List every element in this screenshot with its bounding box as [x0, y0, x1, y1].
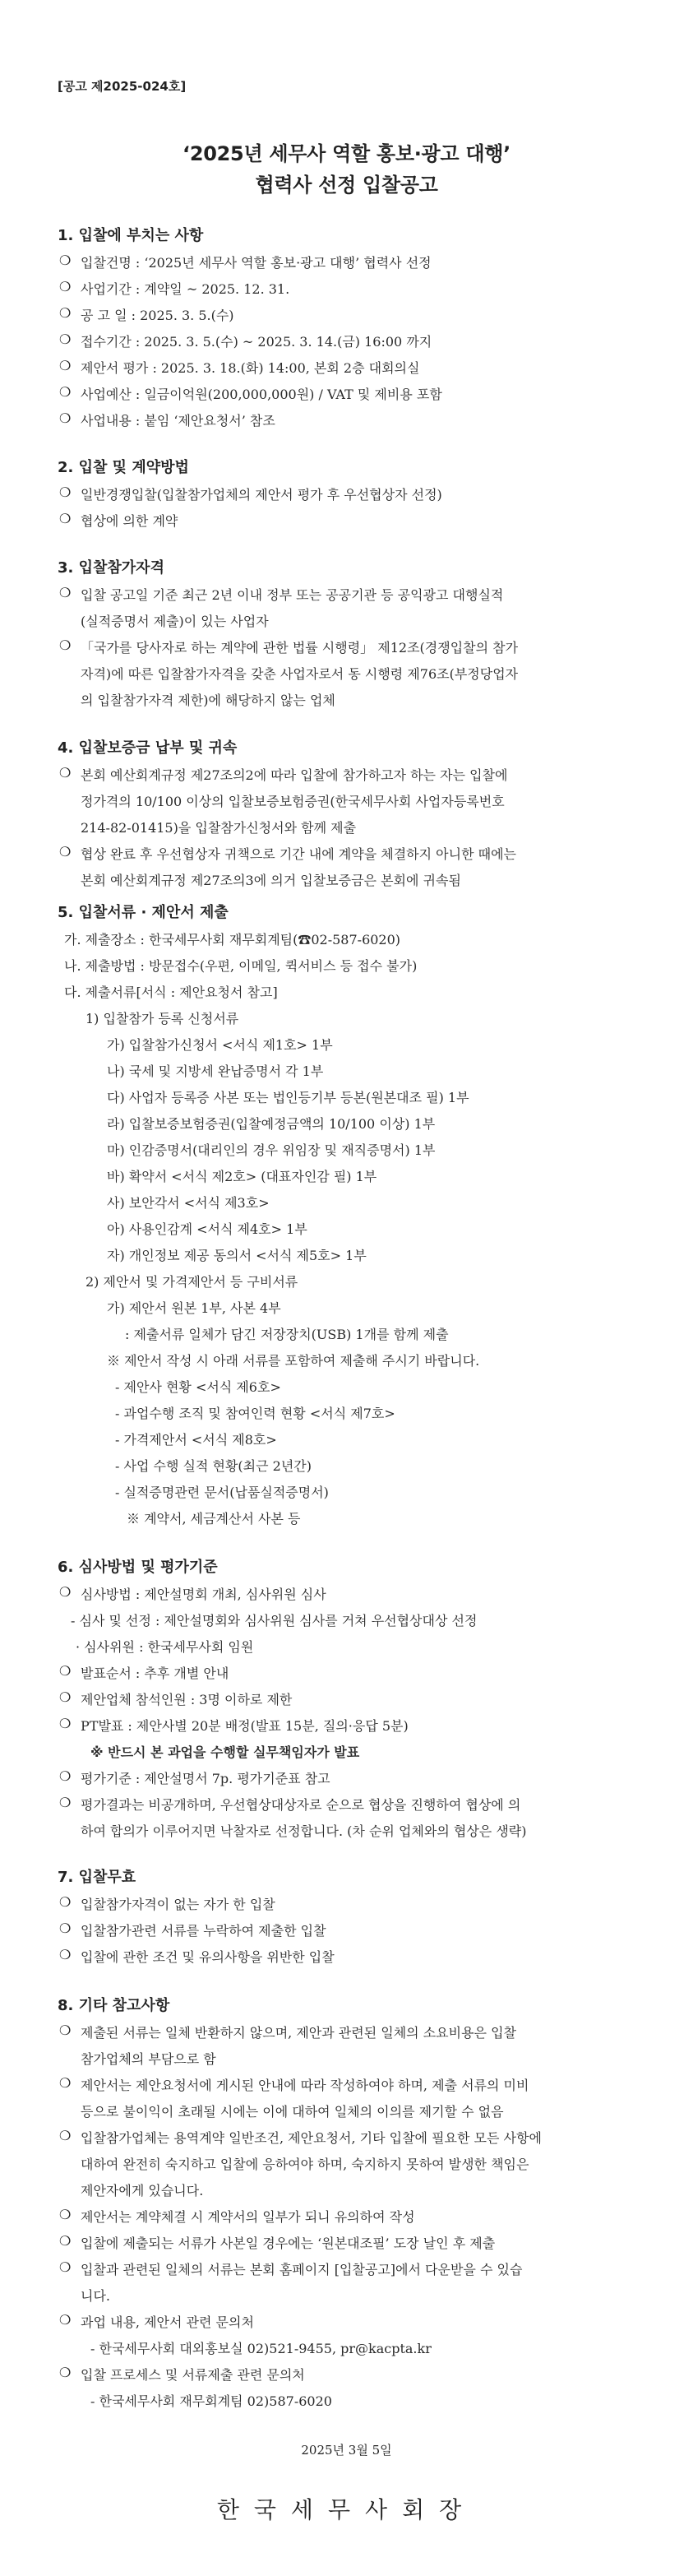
bullet-icon: ❍ [59, 765, 72, 781]
s5-line: - 과업수행 조직 및 참여인력 현황 <서식 제7호> [115, 1406, 395, 1421]
s8-line: 제안서는 계약체결 시 계약서의 일부가 되니 유의하여 작성 [81, 2209, 415, 2225]
s1-line: 사업예산 : 일금이억원(200,000,000원) / VAT 및 제비용 포함 [81, 387, 442, 402]
bullet-icon: ❍ [59, 384, 72, 400]
bullet-icon: ❍ [59, 1947, 72, 1962]
s8-line: 과업 내용, 제안서 관련 문의처 [81, 2314, 254, 2330]
section-3-heading: 3. 입찰참가자격 [58, 559, 164, 577]
s8-line: 입찰참가업체는 용역계약 일반조건, 제안요청서, 기타 입찰에 필요한 모든 사항에 [81, 2130, 542, 2146]
s5-line: - 제안사 현황 <서식 제6호> [115, 1379, 281, 1395]
s6-line: 발표순서 : 추후 개별 안내 [81, 1666, 229, 1681]
bullet-icon: ❍ [59, 1795, 72, 1810]
s3-line: 입찰 공고일 기준 최근 2년 이내 정부 또는 공공기관 등 공익광고 대행실적 [81, 587, 504, 603]
bullet-icon: ❍ [59, 2075, 72, 2091]
s5-line: 다) 사업자 등록증 사본 또는 법인등기부 등본(원본대조 필) 1부 [107, 1090, 469, 1105]
s1-line: 공 고 일 : 2025. 3. 5.(수) [81, 308, 234, 323]
notice-number: [공고 제2025-024호] [58, 79, 187, 94]
s8-line: 제안서는 제안요청서에 게시된 안내에 따라 작성하여야 하며, 제출 서류의 미비 [81, 2078, 529, 2093]
s8-line: 등으로 불이익이 초래될 시에는 이에 대하여 일체의 이의를 제기할 수 없음 [81, 2104, 504, 2120]
bullet-icon: ❍ [59, 253, 72, 268]
s6-line: ※ 반드시 본 과업을 수행할 실무책임자가 발표 [90, 1744, 360, 1760]
s4-line: 본회 예산회계규정 제27조의3에 의거 입찰보증금은 본회에 귀속됨 [81, 873, 461, 888]
s5-line: 가) 제안서 원본 1부, 사본 4부 [107, 1300, 281, 1316]
bullet-icon: ❍ [59, 1663, 72, 1679]
s2-line: 협상에 의한 계약 [81, 513, 178, 529]
notice-title-line2: 협력사 선정 입찰공고 [255, 174, 438, 197]
s5-line: - 실적증명관련 문서(납품실적증명서) [115, 1485, 329, 1500]
s5-line: ※ 제안서 작성 시 아래 서류를 포함하여 제출해 주시기 바랍니다. [107, 1353, 480, 1369]
s8-line: 입찰 프로세스 및 서류제출 관련 문의처 [81, 2367, 305, 2383]
bullet-icon: ❍ [59, 844, 72, 859]
bullet-icon: ❍ [59, 637, 72, 653]
s4-line: 214-82-01415)을 입찰참가신청서와 함께 제출 [81, 820, 357, 836]
s4-line: 협상 완료 후 우선협상자 귀책으로 기간 내에 계약을 체결하지 아니한 때에는 [81, 846, 516, 862]
s5-line: 바) 확약서 <서식 제2호> (대표자인감 필) 1부 [107, 1169, 377, 1184]
s5-line: ※ 계약서, 세금계산서 사본 등 [127, 1511, 301, 1527]
bullet-icon: ❍ [59, 305, 72, 321]
s8-line: 대하여 완전히 숙지하고 입찰에 응하여야 하며, 숙지하지 못하여 발생한 책임은 [81, 2157, 529, 2172]
bullet-icon: ❍ [59, 410, 72, 426]
s6-line: 제안업체 참석인원 : 3명 이하로 제한 [81, 1692, 293, 1707]
s6-line: - 심사 및 선정 : 제안설명회와 심사위원 심사를 거쳐 우선협상대상 선정 [71, 1613, 478, 1629]
s1-line: 입찰건명 : ‘2025년 세무사 역할 홍보·광고 대행’ 협력사 선정 [81, 255, 432, 271]
s5-line: : 제출서류 일체가 담긴 저장장치(USB) 1개를 함께 제출 [125, 1327, 449, 1342]
notice-date: 2025년 3월 5일 [301, 2443, 392, 2458]
s3-line: 의 입찰참가자격 제한)에 해당하지 않는 업체 [81, 693, 335, 708]
notice-title-line1: ‘2025년 세무사 역할 홍보·광고 대행’ [182, 142, 511, 165]
bullet-icon: ❍ [59, 1584, 72, 1600]
s5-line: 아) 사용인감계 <서식 제4호> 1부 [107, 1221, 307, 1237]
section-4-heading: 4. 입찰보증금 납부 및 귀속 [58, 739, 238, 757]
s5-line: 1) 입찰참가 등록 신청서류 [85, 1011, 239, 1026]
s5-line: 가) 입찰참가신청서 <서식 제1호> 1부 [107, 1037, 333, 1053]
s2-line: 일반경쟁입찰(입찰참가업체의 제안서 평가 후 우선협상자 선정) [81, 487, 442, 503]
s3-line: (실적증명서 제출)이 있는 사업자 [81, 614, 269, 629]
s6-line: 하여 합의가 이루어지면 낙찰자로 선정합니다. (차 순위 업체와의 협상은 생략) [81, 1823, 527, 1839]
s6-line: 평가기준 : 제안설명서 7p. 평가기준표 참고 [81, 1771, 330, 1786]
bullet-icon: ❍ [59, 1689, 72, 1705]
s5-line: - 가격제안서 <서식 제8호> [115, 1432, 277, 1448]
s7-line: 입찰참가관련 서류를 누락하여 제출한 입찰 [81, 1923, 326, 1939]
bullet-icon: ❍ [59, 331, 72, 347]
s5-line: 다. 제출서류[서식 : 제안요청서 참고] [64, 985, 278, 1000]
bullet-icon: ❍ [59, 585, 72, 600]
s4-line: 본회 예산회계규정 제27조의2에 따라 입찰에 참가하고자 하는 자는 입찰에 [81, 767, 508, 783]
bullet-icon: ❍ [59, 1768, 72, 1784]
s5-line: 나. 제출방법 : 방문접수(우편, 이메일, 퀵서비스 등 접수 불가) [64, 958, 418, 974]
section-6-heading: 6. 심사방법 및 평가기준 [58, 1559, 218, 1576]
s6-line: 심사방법 : 제안설명회 개최, 심사위원 심사 [81, 1587, 326, 1602]
s6-line: 평가결과는 비공개하며, 우선협상대상자로 순으로 협상을 진행하여 협상에 의 [81, 1797, 521, 1813]
s8-line: - 한국세무사회 재무회계팀 02)587-6020 [90, 2393, 332, 2409]
s1-line: 제안서 평가 : 2025. 3. 18.(화) 14:00, 본회 2층 대회의실 [81, 360, 420, 376]
section-1-heading: 1. 입찰에 부치는 사항 [58, 227, 204, 244]
s1-line: 접수기간 : 2025. 3. 5.(수) ~ 2025. 3. 14.(금) 16:00 까지 [81, 334, 432, 350]
s5-line: 자) 개인정보 제공 동의서 <서식 제5호> 1부 [107, 1248, 367, 1263]
bullet-icon: ❍ [59, 2022, 72, 2038]
section-7-heading: 7. 입찰무효 [58, 1869, 136, 1886]
s5-line: 라) 입찰보증보험증권(입찰예정금액의 10/100 이상) 1부 [107, 1116, 436, 1132]
bullet-icon: ❍ [59, 1894, 72, 1910]
s1-line: 사업기간 : 계약일 ~ 2025. 12. 31. [81, 281, 290, 297]
s6-line: PT발표 : 제안사별 20분 배정(발표 15분, 질의·응답 5분) [81, 1718, 409, 1734]
bullet-icon: ❍ [59, 484, 72, 500]
section-2-heading: 2. 입찰 및 계약방법 [58, 459, 189, 476]
s7-line: 입찰에 관한 조건 및 유의사항을 위반한 입찰 [81, 1949, 335, 1965]
bullet-icon: ❍ [59, 1920, 72, 1936]
s5-line: 마) 인감증명서(대리인의 경우 위임장 및 재직증명서) 1부 [107, 1142, 436, 1158]
s8-line: 니다. [81, 2288, 110, 2304]
bullet-icon: ❍ [59, 358, 72, 373]
bullet-icon: ❍ [59, 511, 72, 526]
s5-line: 가. 제출장소 : 한국세무사회 재무회계팀(☎02-587-6020) [64, 932, 401, 947]
s8-line: 입찰에 제출되는 서류가 사본일 경우에는 ‘원본대조필’ 도장 날인 후 제출 [81, 2235, 496, 2251]
s5-line: - 사업 수행 실적 현황(최근 2년간) [115, 1458, 312, 1474]
s5-line: 나) 국세 및 지방세 완납증명서 각 1부 [107, 1063, 324, 1079]
bullet-icon: ❍ [59, 2128, 72, 2143]
s4-line: 정가격의 10/100 이상의 입찰보증보험증권(한국세무사회 사업자등록번호 [81, 794, 505, 809]
s8-line: 제출된 서류는 일체 반환하지 않으며, 제안과 관련된 일체의 소요비용은 입찰 [81, 2025, 516, 2041]
bullet-icon: ❍ [59, 2312, 72, 2328]
section-8-heading: 8. 기타 참고사항 [58, 1997, 170, 2014]
bullet-icon: ❍ [59, 2207, 72, 2222]
signer-name: 한국세무사회장 [216, 2496, 477, 2523]
s6-line: · 심사위원 : 한국세무사회 임원 [76, 1639, 254, 1655]
s8-line: 참가업체의 부담으로 함 [81, 2051, 216, 2067]
bullet-icon: ❍ [59, 1716, 72, 1731]
s8-line: 입찰과 관련된 일체의 서류는 본회 홈페이지 [입찰공고]에서 다운받을 수 있습 [81, 2262, 523, 2277]
bullet-icon: ❍ [59, 2259, 72, 2275]
s3-line: 자격)에 따른 입찰참가자격을 갖춘 사업자로서 동 시행령 제76조(부정당업자 [81, 666, 519, 682]
s5-line: 2) 제안서 및 가격제안서 등 구비서류 [85, 1274, 298, 1290]
s5-line: 사) 보안각서 <서식 제3호> [107, 1195, 270, 1211]
s8-line: - 한국세무사회 대외홍보실 02)521-9455, pr@kacpta.kr [90, 2341, 432, 2356]
s3-line: 「국가를 당사자로 하는 계약에 관한 법률 시행령」 제12조(경쟁입찰의 참가 [81, 640, 519, 656]
s8-line: 제안자에게 있습니다. [81, 2183, 204, 2198]
s7-line: 입찰참가자격이 없는 자가 한 입찰 [81, 1897, 275, 1912]
bullet-icon: ❍ [59, 2365, 72, 2380]
bullet-icon: ❍ [59, 279, 72, 294]
bullet-icon: ❍ [59, 2233, 72, 2249]
s1-line: 사업내용 : 붙임 ‘제안요청서’ 참조 [81, 413, 275, 429]
section-5-heading: 5. 입찰서류 · 제안서 제출 [58, 904, 229, 921]
